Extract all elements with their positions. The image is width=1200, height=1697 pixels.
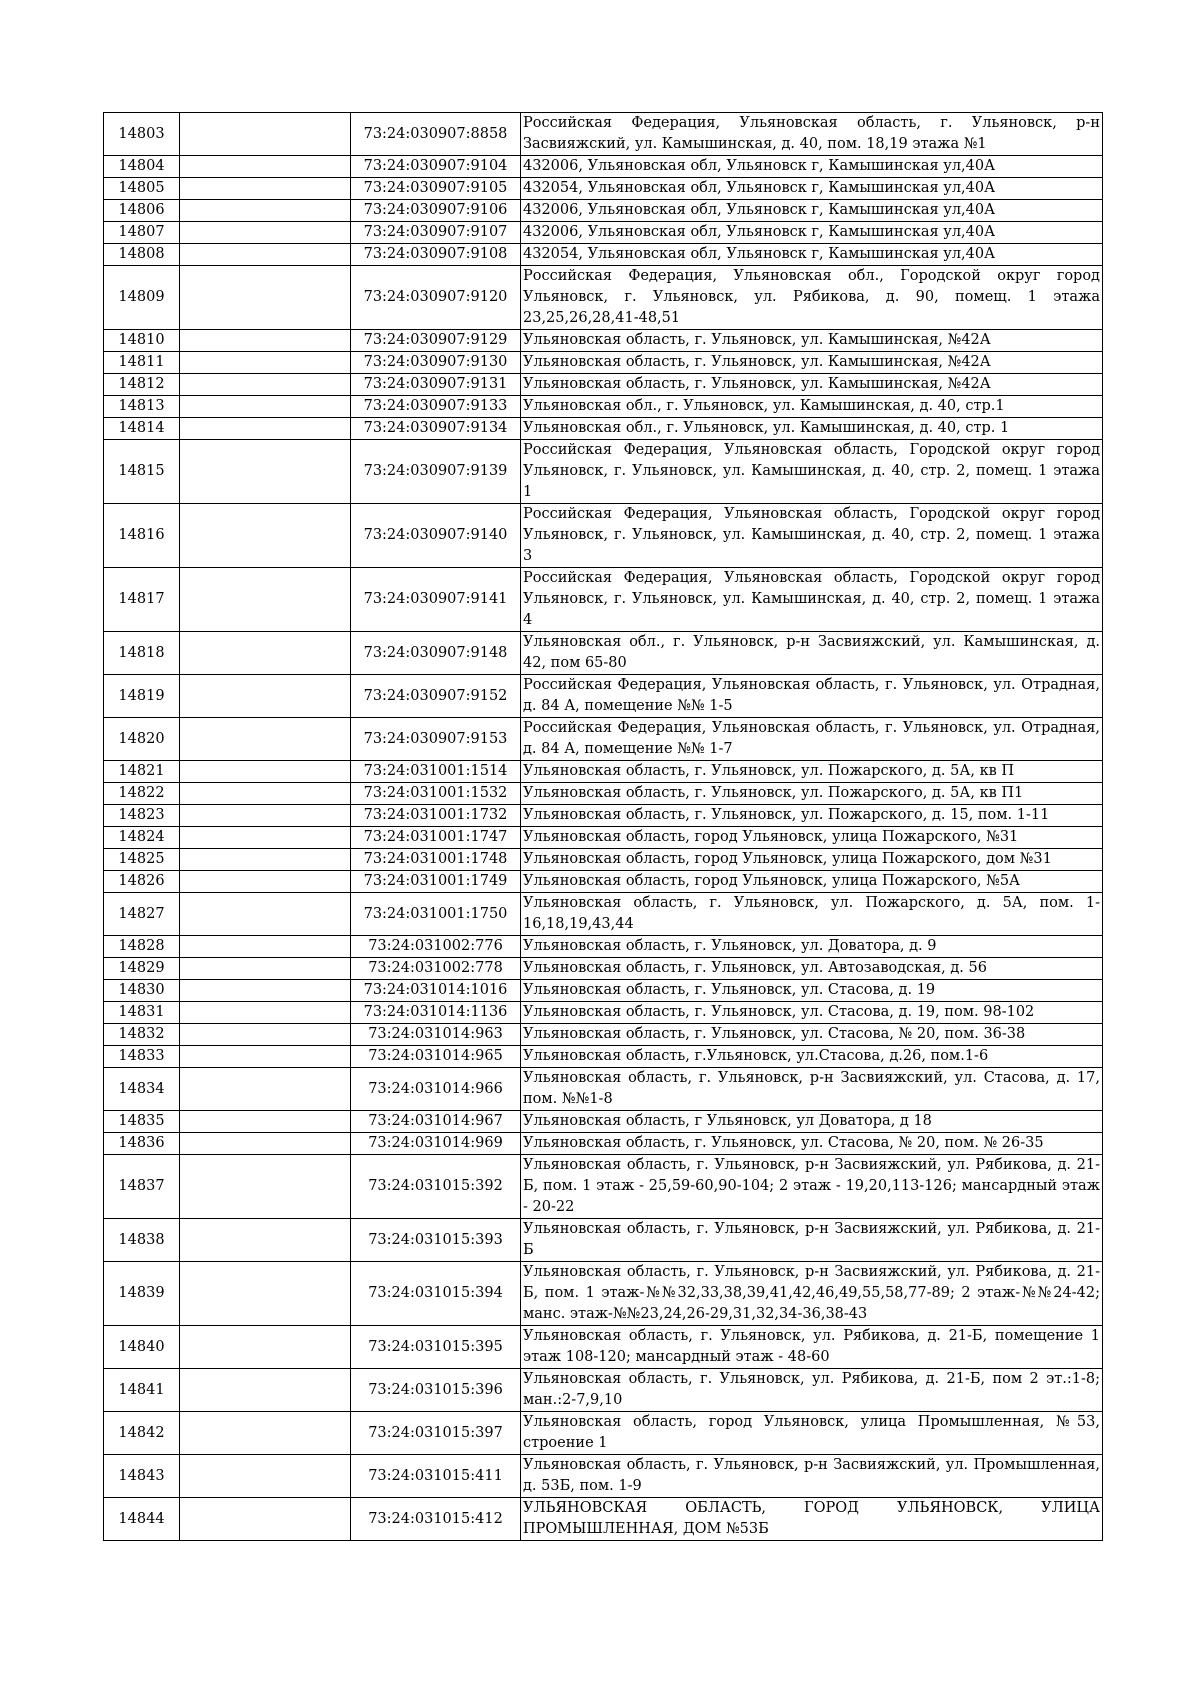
empty-cell	[180, 1262, 351, 1326]
address-cell: Ульяновская область, г. Ульяновск, ул. Доватора, д. 9	[521, 936, 1103, 958]
address-cell: Ульяновская область, город Ульяновск, улица Пожарского, №5А	[521, 871, 1103, 893]
table-row	[104, 1498, 1103, 1541]
empty-cell	[180, 330, 351, 352]
cadastral-number-cell: 73:24:031001:1747	[351, 827, 521, 849]
address-cell: Российская Федерация, Ульяновская обл., Городской округ город Ульяновск, г. Ульяновск, ул. Рябикова, д. 90, помещ. 1 этажа 23,25,26,28,41-48,51	[521, 266, 1103, 330]
cadastral-number-cell: 73:24:031001:1532	[351, 783, 521, 805]
address-cell: Ульяновская область, г. Ульяновск, ул. Камышинская, №42А	[521, 352, 1103, 374]
cadastral-number-cell: 73:24:031002:776	[351, 936, 521, 958]
cadastral-number-cell: 73:24:030907:9152	[351, 675, 521, 718]
cadastral-number-cell: 73:24:031015:395	[351, 1326, 521, 1369]
row-number-cell: 14811	[104, 352, 180, 374]
cadastral-number-cell: 73:24:031014:965	[351, 1046, 521, 1068]
empty-cell	[180, 936, 351, 958]
address-cell: Ульяновская область, г. Ульяновск, ул. Рябикова, д. 21-Б, помещение 1 этаж 108-120; мансардный этаж - 48-60	[521, 1326, 1103, 1369]
table-row	[104, 1046, 1103, 1068]
table-row	[104, 1111, 1103, 1133]
address-cell: Ульяновская область, г.Ульяновск, ул.Стасова, д.26, пом.1-6	[521, 1046, 1103, 1068]
cadastral-number-cell: 73:24:030907:9148	[351, 632, 521, 675]
cadastral-number-cell: 73:24:030907:9139	[351, 440, 521, 504]
cadastral-number-cell: 73:24:030907:9129	[351, 330, 521, 352]
empty-cell	[180, 1369, 351, 1412]
address-cell: 432006, Ульяновская обл, Ульяновск г, Камышинская ул,40А	[521, 200, 1103, 222]
table-row	[104, 266, 1103, 330]
row-number-cell: 14837	[104, 1155, 180, 1219]
row-number-cell: 14824	[104, 827, 180, 849]
empty-cell	[180, 1498, 351, 1541]
table-row	[104, 113, 1103, 156]
address-cell: Ульяновская область, г. Ульяновск, ул. Камышинская, №42А	[521, 330, 1103, 352]
address-cell: Ульяновская область, г. Ульяновск, р-н Засвияжский, ул. Рябикова, д. 21-Б	[521, 1219, 1103, 1262]
table-row	[104, 1155, 1103, 1219]
cadastral-number-cell: 73:24:030907:9106	[351, 200, 521, 222]
empty-cell	[180, 632, 351, 675]
address-cell: Ульяновская область, г. Ульяновск, ул. Стасова, д. 19	[521, 980, 1103, 1002]
table-row	[104, 330, 1103, 352]
table-row	[104, 1262, 1103, 1326]
empty-cell	[180, 200, 351, 222]
table-row	[104, 805, 1103, 827]
empty-cell	[180, 958, 351, 980]
empty-cell	[180, 396, 351, 418]
cadastral-number-cell: 73:24:030907:9120	[351, 266, 521, 330]
table-row	[104, 1002, 1103, 1024]
table-row	[104, 1219, 1103, 1262]
empty-cell	[180, 1111, 351, 1133]
empty-cell	[180, 352, 351, 374]
address-cell: Ульяновская обл., г. Ульяновск, р-н Засвияжский, ул. Камышинская, д. 42, пом 65-80	[521, 632, 1103, 675]
empty-cell	[180, 1219, 351, 1262]
address-cell: Ульяновская область, город Ульяновск, улица Пожарского, дом №31	[521, 849, 1103, 871]
row-number-cell: 14840	[104, 1326, 180, 1369]
cadastral-number-cell: 73:24:031001:1514	[351, 761, 521, 783]
address-cell: Ульяновская область, г. Ульяновск, р-н Засвияжский, ул. Стасова, д. 17, пом. №№1-8	[521, 1068, 1103, 1111]
address-cell: Российская Федерация, Ульяновская область, г. Ульяновск, ул. Отрадная, д. 84 А, помещение №№ 1-7	[521, 718, 1103, 761]
cadastral-number-cell: 73:24:030907:9141	[351, 568, 521, 632]
empty-cell	[180, 893, 351, 936]
address-cell: Российская Федерация, Ульяновская область, Городской округ город Ульяновск, г. Ульяновск, ул. Камышинская, д. 40, стр. 2, помещ. 1 этажа 1	[521, 440, 1103, 504]
address-cell: Ульяновская область, г. Ульяновск, р-н Засвияжский, ул. Промышленная, д. 53Б, пом. 1-9	[521, 1455, 1103, 1498]
table-row	[104, 1412, 1103, 1455]
address-cell: Ульяновская обл., г. Ульяновск, ул. Камышинская, д. 40, стр. 1	[521, 418, 1103, 440]
empty-cell	[180, 1155, 351, 1219]
address-cell: Ульяновская область, г. Ульяновск, ул. Пожарского, д. 5А, пом. 1-16,18,19,43,44	[521, 893, 1103, 936]
row-number-cell: 14827	[104, 893, 180, 936]
cadastral-number-cell: 73:24:031001:1750	[351, 893, 521, 936]
empty-cell	[180, 113, 351, 156]
empty-cell	[180, 1046, 351, 1068]
empty-cell	[180, 783, 351, 805]
address-cell: Ульяновская обл., г. Ульяновск, ул. Камышинская, д. 40, стр.1	[521, 396, 1103, 418]
row-number-cell: 14838	[104, 1219, 180, 1262]
table-row	[104, 352, 1103, 374]
row-number-cell: 14823	[104, 805, 180, 827]
row-number-cell: 14833	[104, 1046, 180, 1068]
row-number-cell: 14841	[104, 1369, 180, 1412]
empty-cell	[180, 827, 351, 849]
address-cell: Ульяновская область, город Ульяновск, улица Промышленная, №53, строение 1	[521, 1412, 1103, 1455]
cadastral-number-cell: 73:24:031015:394	[351, 1262, 521, 1326]
cadastral-number-cell: 73:24:030907:9153	[351, 718, 521, 761]
empty-cell	[180, 1133, 351, 1155]
address-cell: 432006, Ульяновская обл, Ульяновск г, Камышинская ул,40А	[521, 222, 1103, 244]
table-row	[104, 761, 1103, 783]
address-cell: Ульяновская область, г Ульяновск, ул Доватора, д 18	[521, 1111, 1103, 1133]
address-cell: Ульяновская область, город Ульяновск, улица Пожарского, №31	[521, 827, 1103, 849]
empty-cell	[180, 761, 351, 783]
row-number-cell: 14810	[104, 330, 180, 352]
empty-cell	[180, 675, 351, 718]
address-cell: Ульяновская область, г. Ульяновск, ул. Стасова, № 20, пом. 36-38	[521, 1024, 1103, 1046]
table-row	[104, 1455, 1103, 1498]
row-number-cell: 14844	[104, 1498, 180, 1541]
row-number-cell: 14818	[104, 632, 180, 675]
address-cell: 432006, Ульяновская обл, Ульяновск г, Камышинская ул,40А	[521, 156, 1103, 178]
table-row	[104, 244, 1103, 266]
table-row	[104, 632, 1103, 675]
table-row	[104, 440, 1103, 504]
empty-cell	[180, 178, 351, 200]
cadastral-number-cell: 73:24:031014:967	[351, 1111, 521, 1133]
cadastral-number-cell: 73:24:030907:9134	[351, 418, 521, 440]
table-row	[104, 827, 1103, 849]
row-number-cell: 14813	[104, 396, 180, 418]
row-number-cell: 14808	[104, 244, 180, 266]
table-row	[104, 958, 1103, 980]
empty-cell	[180, 266, 351, 330]
empty-cell	[180, 1326, 351, 1369]
empty-cell	[180, 568, 351, 632]
address-cell: Ульяновская область, г. Ульяновск, р-н Засвияжский, ул. Рябикова, д. 21-Б, пом. 1 этаж - 25,59-60,90-104; 2 этаж - 19,20,113-126; мансардный этаж - 20-22	[521, 1155, 1103, 1219]
cadastral-number-cell: 73:24:030907:9130	[351, 352, 521, 374]
table-row	[104, 156, 1103, 178]
row-number-cell: 14835	[104, 1111, 180, 1133]
cadastral-number-cell: 73:24:031014:1136	[351, 1002, 521, 1024]
table-row	[104, 936, 1103, 958]
row-number-cell: 14821	[104, 761, 180, 783]
table-row	[104, 1369, 1103, 1412]
table-row	[104, 418, 1103, 440]
cadastral-number-cell: 73:24:031015:412	[351, 1498, 521, 1541]
cadastral-number-cell: 73:24:030907:8858	[351, 113, 521, 156]
empty-cell	[180, 1412, 351, 1455]
cadastral-number-cell: 73:24:031002:778	[351, 958, 521, 980]
empty-cell	[180, 222, 351, 244]
address-cell: Российская Федерация, Ульяновская область, г. Ульяновск, ул. Отрадная, д. 84 А, помещение №№ 1-5	[521, 675, 1103, 718]
row-number-cell: 14836	[104, 1133, 180, 1155]
cadastral-number-cell: 73:24:031015:397	[351, 1412, 521, 1455]
table-row	[104, 1133, 1103, 1155]
cadastral-number-cell: 73:24:031014:963	[351, 1024, 521, 1046]
address-cell: Ульяновская область, г. Ульяновск, ул. Пожарского, д. 5А, кв П1	[521, 783, 1103, 805]
empty-cell	[180, 374, 351, 396]
registry-table	[103, 112, 1103, 1541]
row-number-cell: 14809	[104, 266, 180, 330]
cadastral-number-cell: 73:24:031014:966	[351, 1068, 521, 1111]
table-row	[104, 178, 1103, 200]
address-cell: Ульяновская область, г. Ульяновск, р-н Засвияжский, ул. Рябикова, д. 21-Б, пом. 1 этаж-№№32,33,38,39,41,42,46,49,55,58,77-89; 2 этаж-№№24-42; манс. этаж-№№23,24,26-29,31,32,34-36,38-43	[521, 1262, 1103, 1326]
table-row	[104, 374, 1103, 396]
row-number-cell: 14820	[104, 718, 180, 761]
row-number-cell: 14806	[104, 200, 180, 222]
table-row	[104, 396, 1103, 418]
empty-cell	[180, 871, 351, 893]
table-row	[104, 718, 1103, 761]
row-number-cell: 14843	[104, 1455, 180, 1498]
address-cell: Ульяновская область, г. Ульяновск, ул. Пожарского, д. 15, пом. 1-11	[521, 805, 1103, 827]
cadastral-number-cell: 73:24:031015:411	[351, 1455, 521, 1498]
cadastral-number-cell: 73:24:031014:1016	[351, 980, 521, 1002]
row-number-cell: 14803	[104, 113, 180, 156]
table-row	[104, 1068, 1103, 1111]
row-number-cell: 14826	[104, 871, 180, 893]
empty-cell	[180, 440, 351, 504]
row-number-cell: 14830	[104, 980, 180, 1002]
row-number-cell: 14834	[104, 1068, 180, 1111]
cadastral-number-cell: 73:24:030907:9105	[351, 178, 521, 200]
row-number-cell: 14825	[104, 849, 180, 871]
cadastral-number-cell: 73:24:030907:9104	[351, 156, 521, 178]
row-number-cell: 14816	[104, 504, 180, 568]
empty-cell	[180, 504, 351, 568]
empty-cell	[180, 980, 351, 1002]
row-number-cell: 14822	[104, 783, 180, 805]
cadastral-number-cell: 73:24:031001:1749	[351, 871, 521, 893]
address-cell: Ульяновская область, г. Ульяновск, ул. Пожарского, д. 5А, кв П	[521, 761, 1103, 783]
address-cell: 432054, Ульяновская обл, Ульяновск г, Камышинская ул,40А	[521, 178, 1103, 200]
empty-cell	[180, 418, 351, 440]
empty-cell	[180, 1068, 351, 1111]
table-row	[104, 200, 1103, 222]
address-cell: УЛЬЯНОВСКАЯ ОБЛАСТЬ, ГОРОД УЛЬЯНОВСК, УЛИЦА ПРОМЫШЛЕННАЯ, ДОМ №53Б	[521, 1498, 1103, 1541]
cadastral-number-cell: 73:24:030907:9140	[351, 504, 521, 568]
address-cell: Российская Федерация, Ульяновская область, Городской округ город Ульяновск, г. Ульяновск, ул. Камышинская, д. 40, стр. 2, помещ. 1 этажа 4	[521, 568, 1103, 632]
address-cell: Российская Федерация, Ульяновская область, г. Ульяновск, р-н Засвияжский, ул. Камышинская, д. 40, пом. 18,19 этажа №1	[521, 113, 1103, 156]
address-cell: Ульяновская область, г. Ульяновск, ул. Стасова, д. 19, пом. 98-102	[521, 1002, 1103, 1024]
cadastral-number-cell: 73:24:030907:9108	[351, 244, 521, 266]
empty-cell	[180, 1455, 351, 1498]
address-cell: Ульяновская область, г. Ульяновск, ул. Рябикова, д. 21-Б, пом 2 эт.:1-8; ман.:2-7,9,10	[521, 1369, 1103, 1412]
row-number-cell: 14807	[104, 222, 180, 244]
table-row	[104, 504, 1103, 568]
row-number-cell: 14812	[104, 374, 180, 396]
cadastral-number-cell: 73:24:031015:396	[351, 1369, 521, 1412]
table-row	[104, 980, 1103, 1002]
cadastral-number-cell: 73:24:031015:392	[351, 1155, 521, 1219]
table-row	[104, 783, 1103, 805]
row-number-cell: 14839	[104, 1262, 180, 1326]
table-row	[104, 849, 1103, 871]
address-cell: Ульяновская область, г. Ульяновск, ул. Камышинская, №42А	[521, 374, 1103, 396]
row-number-cell: 14814	[104, 418, 180, 440]
cadastral-number-cell: 73:24:031001:1732	[351, 805, 521, 827]
table-row	[104, 1326, 1103, 1369]
row-number-cell: 14829	[104, 958, 180, 980]
cadastral-number-cell: 73:24:031015:393	[351, 1219, 521, 1262]
table-row	[104, 893, 1103, 936]
empty-cell	[180, 244, 351, 266]
table-row	[104, 1024, 1103, 1046]
row-number-cell: 14805	[104, 178, 180, 200]
row-number-cell: 14819	[104, 675, 180, 718]
cadastral-number-cell: 73:24:031014:969	[351, 1133, 521, 1155]
row-number-cell: 14842	[104, 1412, 180, 1455]
registry-table-body	[104, 113, 1103, 1541]
row-number-cell: 14804	[104, 156, 180, 178]
empty-cell	[180, 1024, 351, 1046]
empty-cell	[180, 849, 351, 871]
row-number-cell: 14815	[104, 440, 180, 504]
address-cell: 432054, Ульяновская обл, Ульяновск г, Камышинская ул,40А	[521, 244, 1103, 266]
address-cell: Ульяновская область, г. Ульяновск, ул. Стасова, № 20, пом. № 26-35	[521, 1133, 1103, 1155]
table-row	[104, 675, 1103, 718]
cadastral-number-cell: 73:24:031001:1748	[351, 849, 521, 871]
row-number-cell: 14828	[104, 936, 180, 958]
table-row	[104, 568, 1103, 632]
row-number-cell: 14817	[104, 568, 180, 632]
cadastral-number-cell: 73:24:030907:9133	[351, 396, 521, 418]
empty-cell	[180, 156, 351, 178]
empty-cell	[180, 805, 351, 827]
address-cell: Ульяновская область, г. Ульяновск, ул. Автозаводская, д. 56	[521, 958, 1103, 980]
empty-cell	[180, 1002, 351, 1024]
cadastral-number-cell: 73:24:030907:9131	[351, 374, 521, 396]
empty-cell	[180, 718, 351, 761]
table-row	[104, 871, 1103, 893]
cadastral-number-cell: 73:24:030907:9107	[351, 222, 521, 244]
address-cell: Российская Федерация, Ульяновская область, Городской округ город Ульяновск, г. Ульяновск, ул. Камышинская, д. 40, стр. 2, помещ. 1 этажа 3	[521, 504, 1103, 568]
row-number-cell: 14832	[104, 1024, 180, 1046]
row-number-cell: 14831	[104, 1002, 180, 1024]
table-row	[104, 222, 1103, 244]
